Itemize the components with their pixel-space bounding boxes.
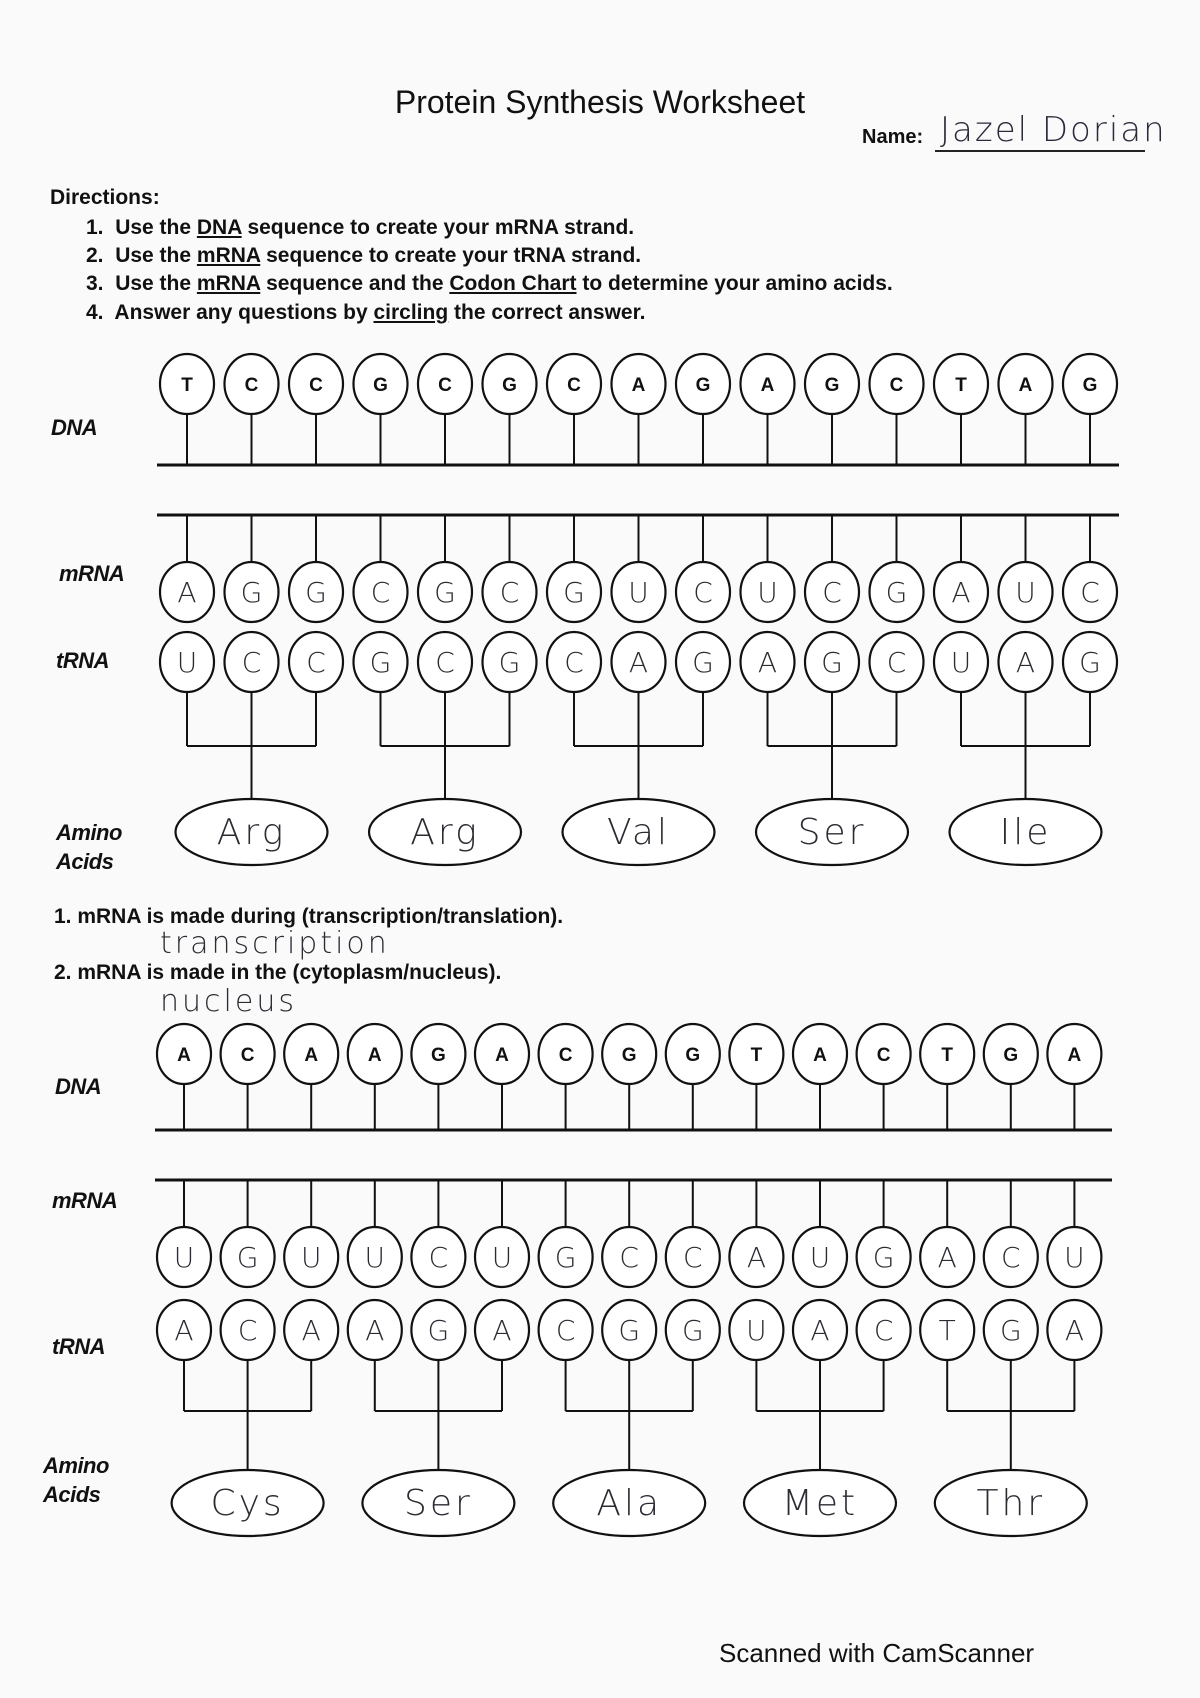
mrna-base-letter: G xyxy=(236,1241,259,1274)
mrna-base-letter: G xyxy=(872,1241,895,1274)
mrna-base-letter: A xyxy=(937,1241,957,1274)
dna-base-letter: A xyxy=(367,1045,382,1066)
direction-4: 4. Answer any questions by circling the correct answer. xyxy=(86,301,646,324)
dna-base-letter: T xyxy=(941,1045,954,1066)
mrna-base-letter: U xyxy=(757,576,778,609)
answer-1: transcription xyxy=(160,926,390,961)
mrna-base-letter: G xyxy=(434,576,456,609)
dna-base-letter: G xyxy=(1003,1045,1019,1066)
directions-heading: Directions: xyxy=(50,186,160,209)
trna-base-letter: T xyxy=(938,1314,956,1347)
trna-base-letter: A xyxy=(492,1314,512,1347)
trna-base-letter: C xyxy=(237,1314,258,1347)
dna-label-1: DNA xyxy=(51,415,98,440)
page-title: Protein Synthesis Worksheet xyxy=(394,84,806,120)
trna-base-letter: U xyxy=(176,646,198,679)
trna-base-letter: A xyxy=(757,646,778,679)
amino-acid-label: Arg xyxy=(216,812,287,853)
dna-base-letter: A xyxy=(495,1045,509,1066)
dna-base-letter: C xyxy=(558,1045,573,1066)
direction-3: 3. Use the mRNA sequence and the Codon Chart to determine your amino acids. xyxy=(86,272,893,295)
trna-base-letter: G xyxy=(369,646,392,679)
trna-base-letter: U xyxy=(746,1314,767,1347)
amino-acid-label: Arg xyxy=(410,812,480,853)
dna-base-letter: A xyxy=(1067,1045,1082,1066)
mrna-base-letter: U xyxy=(491,1241,513,1274)
dna-base-letter: C xyxy=(309,375,323,396)
trna-base-letter: G xyxy=(999,1314,1022,1347)
mrna-label-1: mRNA xyxy=(59,561,125,586)
amino-acid-label: Ala xyxy=(596,1483,663,1524)
trna-base-letter: A xyxy=(174,1314,194,1347)
dna-base-letter: T xyxy=(750,1045,763,1066)
amino-acid-label: Ser xyxy=(797,812,867,853)
mrna-base-letter: U xyxy=(364,1241,386,1274)
amino-acid-label: Ile xyxy=(999,812,1052,853)
scanner-watermark: Scanned with CamScanner xyxy=(719,1638,1035,1668)
amino-label-2b: Acids xyxy=(43,1482,101,1507)
mrna-base-letter: C xyxy=(1001,1241,1021,1274)
dna-base-letter: G xyxy=(373,375,388,396)
trna-base-letter: G xyxy=(681,1314,704,1347)
mrna-base-letter: U xyxy=(1064,1241,1085,1274)
mrna-label-2: mRNA xyxy=(52,1188,118,1213)
trna-base-letter: A xyxy=(810,1314,830,1347)
dna-base-letter: G xyxy=(824,375,840,396)
mrna-base-letter: G xyxy=(563,576,585,609)
trna-base-letter: G xyxy=(618,1314,641,1347)
dna-base-letter: G xyxy=(695,375,711,396)
trna-base-letter: C xyxy=(435,646,455,679)
amino-acid-label: Met xyxy=(781,1483,859,1524)
dna-base-letter: T xyxy=(955,375,967,396)
trna-base-letter: G xyxy=(821,646,843,679)
trna-base-letter: C xyxy=(306,646,326,679)
direction-1: 1. Use the DNA sequence to create your mRNA strand. xyxy=(86,216,635,239)
amino-acid-label: Cys xyxy=(210,1483,285,1524)
mrna-base-letter: C xyxy=(370,576,391,609)
dna-base-letter: A xyxy=(631,375,646,396)
trna-base-letter: A xyxy=(628,646,649,679)
mrna-base-letter: C xyxy=(683,1241,703,1274)
dna-base-letter: C xyxy=(876,1045,891,1066)
amino-acid-label: Ser xyxy=(403,1483,473,1524)
trna-base-letter: C xyxy=(886,646,907,679)
dna-base-letter: A xyxy=(760,375,775,396)
dna-base-letter: G xyxy=(1082,375,1098,396)
dna-base-letter: A xyxy=(304,1045,319,1066)
trna-label-1: tRNA xyxy=(56,648,109,673)
trna-base-letter: C xyxy=(555,1314,576,1347)
amino-label-2a: Amino xyxy=(43,1453,109,1478)
dna-base-letter: C xyxy=(438,375,452,396)
mrna-base-letter: C xyxy=(499,576,520,609)
dna-base-letter: G xyxy=(502,375,517,396)
mrna-base-letter: U xyxy=(628,576,649,609)
dna-base-letter: T xyxy=(181,375,193,396)
dna-base-letter: C xyxy=(244,375,259,396)
question-2: 2. mRNA is made in the (cytoplasm/nucleus). xyxy=(54,961,502,984)
mrna-base-letter: C xyxy=(693,576,713,609)
mrna-base-letter: U xyxy=(1015,576,1036,609)
mrna-base-letter: A xyxy=(746,1241,766,1274)
trna-base-letter: G xyxy=(1079,646,1101,679)
mrna-base-letter: A xyxy=(177,576,197,609)
dna-base-letter: C xyxy=(567,375,581,396)
dna-base-letter: A xyxy=(1018,375,1033,396)
amino-acid-label: Val xyxy=(607,812,670,853)
amino-label-1a: Amino xyxy=(56,820,122,845)
trna-base-letter: A xyxy=(365,1314,385,1347)
question-1: 1. mRNA is made during (transcription/translation). xyxy=(54,905,564,928)
direction-2: 2. Use the mRNA sequence to create your tRNA strand. xyxy=(86,244,642,267)
dna-label-2: DNA xyxy=(55,1074,102,1099)
name-label: Name: xyxy=(862,126,924,148)
trna-base-letter: G xyxy=(498,646,521,679)
mrna-base-letter: C xyxy=(1080,576,1100,609)
dna-base-letter: G xyxy=(621,1045,637,1066)
trna-base-letter: C xyxy=(564,646,584,679)
answer-2: nucleus xyxy=(160,984,297,1019)
amino-acid-label: Thr xyxy=(976,1483,1046,1524)
mrna-base-letter: U xyxy=(809,1241,831,1274)
dna-base-letter: A xyxy=(177,1045,191,1066)
amino-label-1b: Acids xyxy=(56,849,114,874)
dna-base-letter: G xyxy=(431,1045,446,1066)
trna-base-letter: A xyxy=(1064,1314,1084,1347)
trna-base-letter: A xyxy=(301,1314,321,1347)
mrna-base-letter: A xyxy=(951,576,971,609)
dna-base-letter: G xyxy=(685,1045,701,1066)
name-value: Jazel Dorian xyxy=(940,110,1167,150)
mrna-base-letter: G xyxy=(240,576,263,609)
trna-label-2: tRNA xyxy=(52,1334,105,1359)
trna-base-letter: C xyxy=(241,646,262,679)
mrna-base-letter: U xyxy=(173,1241,195,1274)
trna-base-letter: C xyxy=(873,1314,894,1347)
mrna-base-letter: C xyxy=(822,576,842,609)
dna-base-letter: C xyxy=(889,375,904,396)
trna-base-letter: G xyxy=(427,1314,450,1347)
trna-base-letter: U xyxy=(950,646,972,679)
mrna-base-letter: U xyxy=(300,1241,322,1274)
mrna-base-letter: C xyxy=(428,1241,449,1274)
mrna-base-letter: G xyxy=(554,1241,577,1274)
dna-base-letter: A xyxy=(813,1045,827,1066)
mrna-base-letter: G xyxy=(305,576,327,609)
trna-base-letter: A xyxy=(1015,646,1036,679)
trna-base-letter: G xyxy=(692,646,714,679)
dna-base-letter: C xyxy=(240,1045,255,1066)
mrna-base-letter: C xyxy=(619,1241,639,1274)
mrna-base-letter: G xyxy=(885,576,908,609)
